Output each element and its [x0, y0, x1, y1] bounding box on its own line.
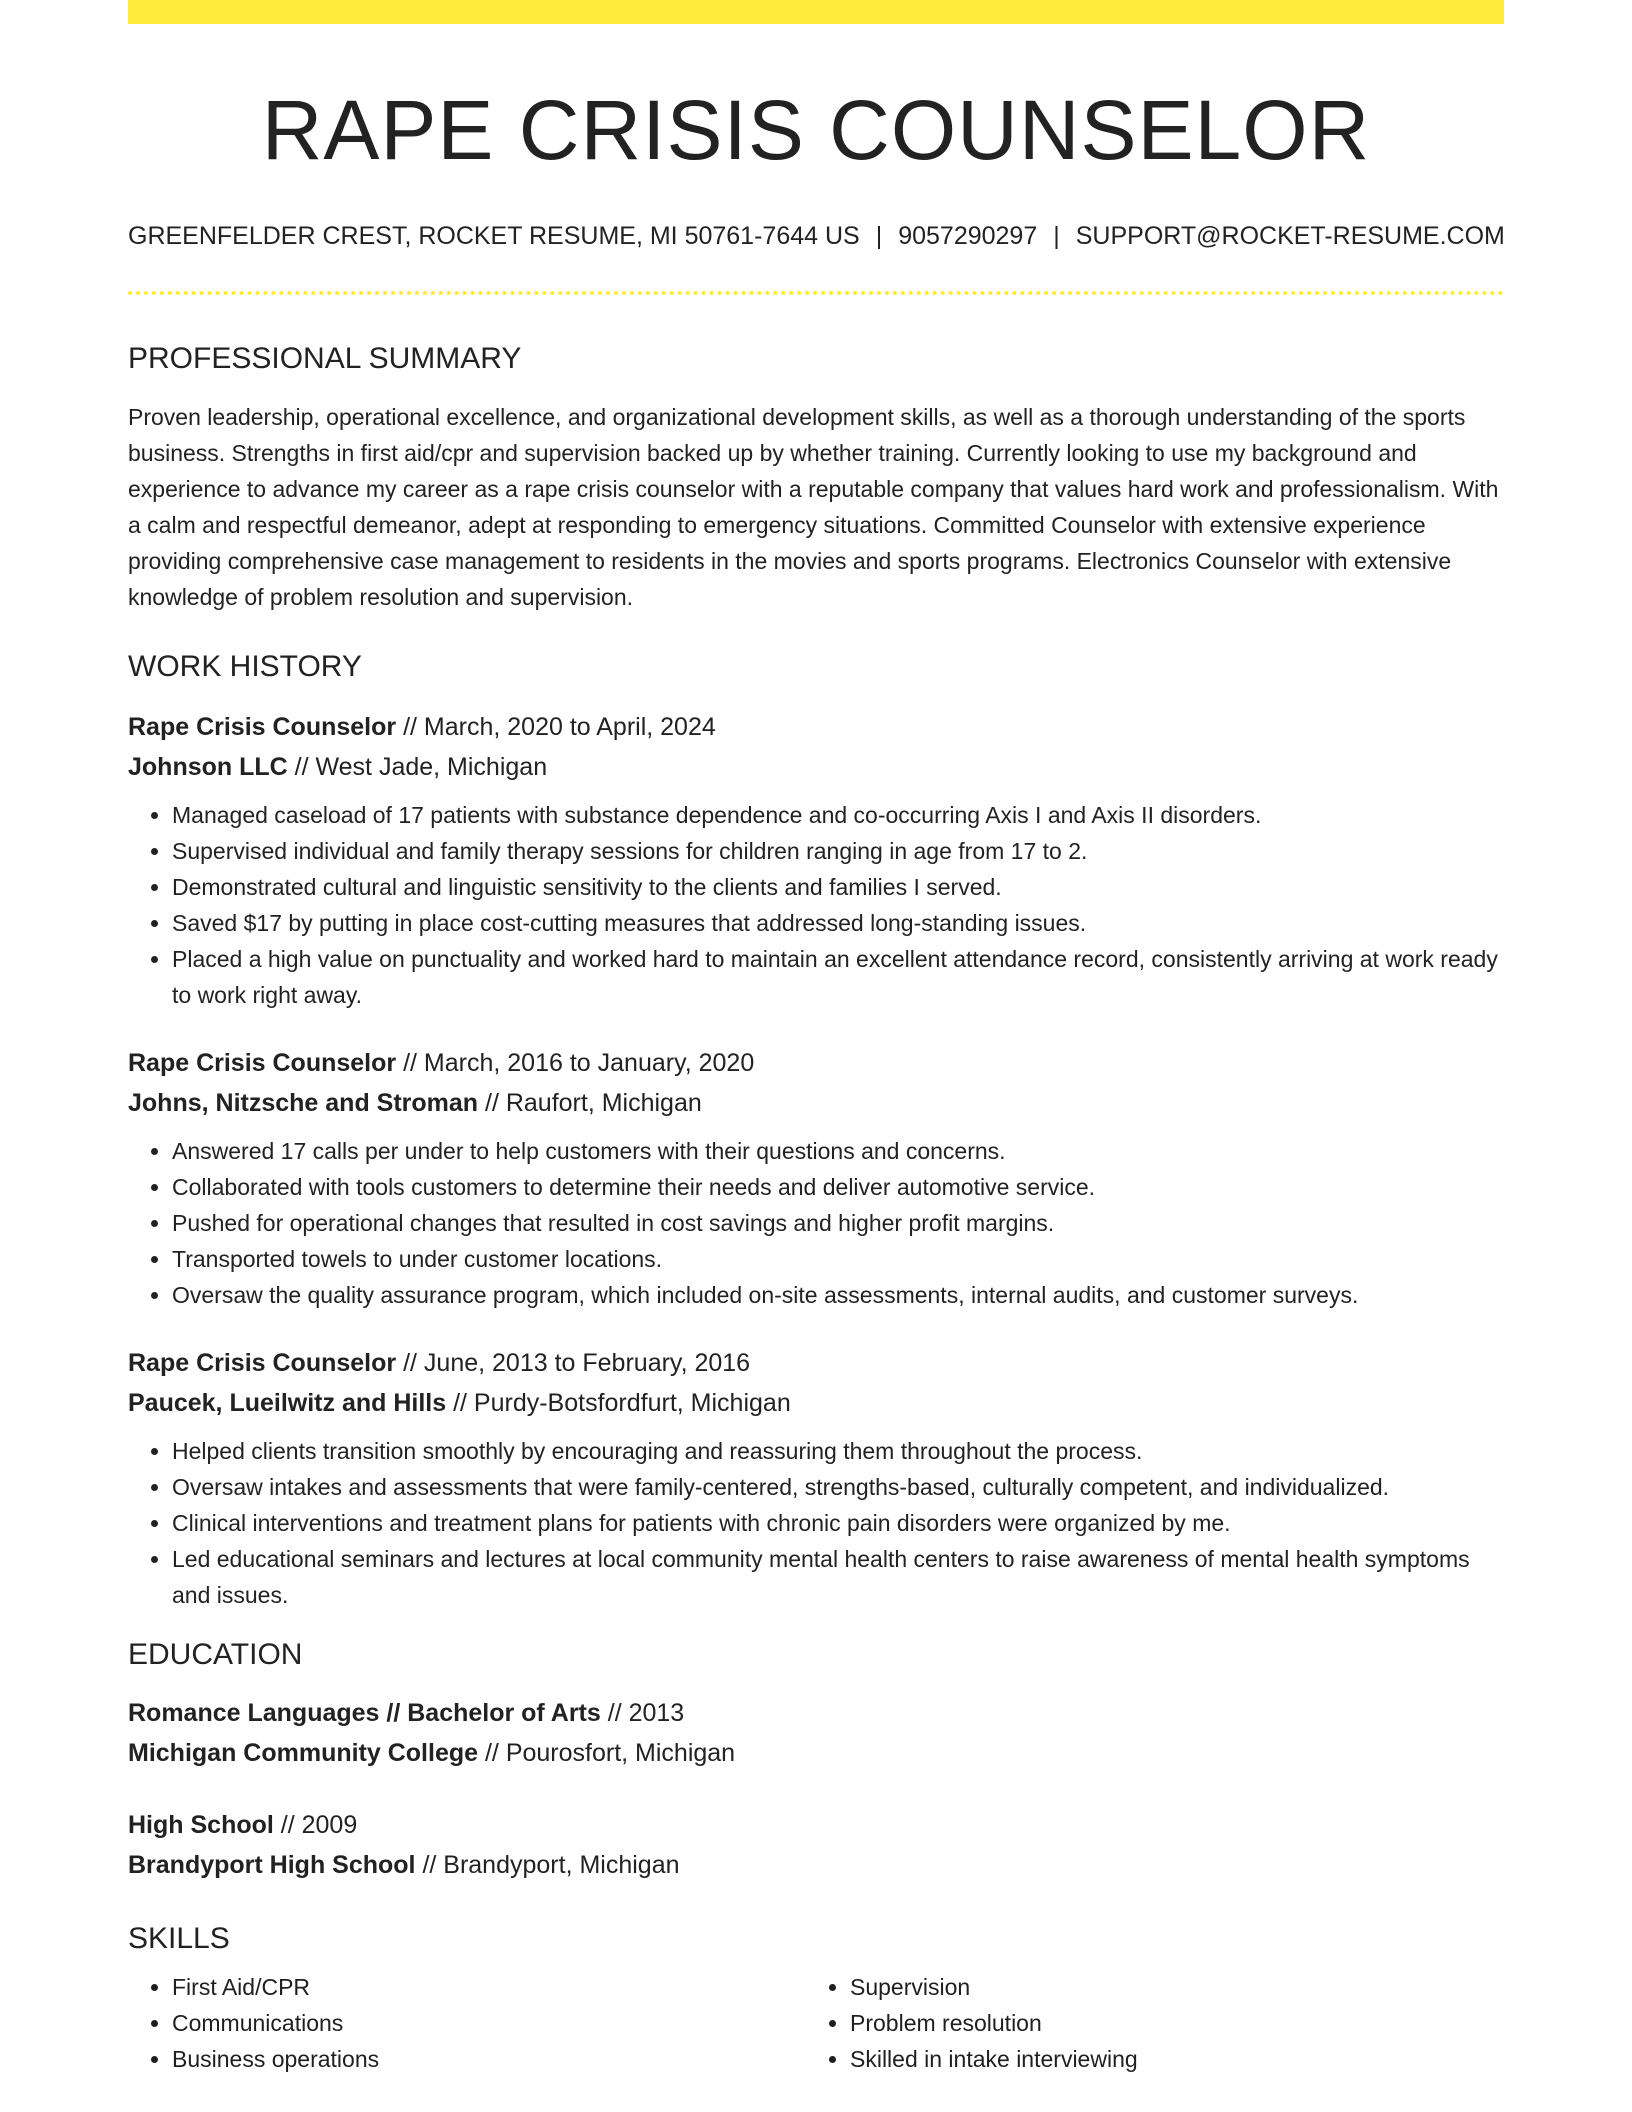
list-item: • Business operations [172, 2041, 806, 2077]
education-school: Brandyport High School [128, 1851, 416, 1880]
education-degree: Romance Languages // Bachelor of Arts [128, 1699, 601, 1728]
job-company: Johnson LLC [128, 753, 288, 782]
contact-email: SUPPORT@ROCKET-RESUME.COM [1075, 222, 1505, 251]
education-degree-line [128, 1805, 1504, 1845]
job-role-line [128, 1343, 1504, 1383]
job-location: // West Jade, Michigan [287, 753, 548, 782]
skills-columns [128, 1969, 1504, 2077]
education-degree: High School [128, 1811, 274, 1840]
education-year: // 2009 [273, 1811, 358, 1840]
section-title-summary: PROFESSIONAL SUMMARY [128, 342, 522, 376]
job-company: Johns, Nitzsche and Stroman [128, 1089, 479, 1118]
resume-page [128, 0, 1504, 2077]
list-item: • Skilled in intake interviewing [850, 2041, 1484, 2077]
education-location: // Brandyport, Michigan [415, 1851, 680, 1880]
job-company-line [128, 1383, 1504, 1423]
job-location: // Purdy-Botsfordfurt, Michigan [446, 1389, 791, 1418]
education-entry [128, 1805, 1504, 1885]
list-item: • Clinical interventions and treatment plans for patients with chronic pain disorders were organized by me. [172, 1505, 1504, 1541]
job-bullets [128, 1133, 1504, 1313]
dotted-divider [128, 291, 1504, 295]
list-item: • Saved $17 by putting in place cost-cutting measures that addressed long-standing issues. [172, 905, 1504, 941]
list-item: • First Aid/CPR [172, 1969, 806, 2005]
job-role: Rape Crisis Counselor [128, 713, 397, 742]
list-item: • Helped clients transition smoothly by encouraging and reassuring them throughout the process. [172, 1433, 1504, 1469]
contact-separator: | [875, 222, 883, 251]
skills-list-left [128, 1969, 806, 2077]
resume-title: RAPE CRISIS COUNSELOR [261, 83, 1371, 177]
list-item: • Managed caseload of 17 patients with substance dependence and co-occurring Axis I and Axis II disorders. [172, 797, 1504, 833]
job-role: Rape Crisis Counselor [128, 1049, 397, 1078]
section-title-work-history: WORK HISTORY [128, 650, 362, 684]
contact-address: GREENFELDER CREST, ROCKET RESUME, MI 50761-7644 US [128, 222, 860, 251]
contact-phone: 9057290297 [898, 222, 1038, 251]
education-school-line [128, 1845, 1504, 1885]
summary-text: Proven leadership, operational excellence, and organizational development skills, as well as a thorough understanding of the sports business. Strengths in first aid/cpr and supervision backed up by whether training. Currently looking to use my background and experience to advance my career as a rape crisis counselor with a reputable company that values hard work and professionalism. With a calm and respectful demeanor, adept at responding to emergency situations. Committed Counselor with extensive experience providing comprehensive case management to residents in the movies and sports programs. Electronics Counselor with extensive knowledge of problem resolution and supervision. [128, 404, 1499, 611]
list-item: • Transported towels to under customer locations. [172, 1241, 1504, 1277]
job-dates: // March, 2016 to January, 2020 [396, 1049, 755, 1078]
job-entry [128, 707, 1504, 1013]
list-item: • Supervised individual and family therapy sessions for children ranging in age from 17 to 2. [172, 833, 1504, 869]
list-item: • Led educational seminars and lectures at local community mental health centers to raise awareness of mental health symptoms and issues. [172, 1541, 1504, 1613]
list-item: • Placed a high value on punctuality and worked hard to maintain an excellent attendance record, consistently arriving at work ready to work right away. [172, 941, 1504, 1013]
list-item: • Supervision [850, 1969, 1484, 2005]
job-role: Rape Crisis Counselor [128, 1349, 397, 1378]
list-item: • Oversaw the quality assurance program, which included on-site assessments, internal audits, and customer surveys. [172, 1277, 1504, 1313]
accent-top-bar [128, 0, 1504, 24]
education-location: // Pourosfort, Michigan [478, 1739, 736, 1768]
job-dates: // June, 2013 to February, 2016 [396, 1349, 751, 1378]
list-item: • Collaborated with tools customers to determine their needs and deliver automotive service. [172, 1169, 1504, 1205]
job-location: // Raufort, Michigan [478, 1089, 702, 1118]
list-item: • Communications [172, 2005, 806, 2041]
education-school-line [128, 1733, 1504, 1773]
education-year: // 2013 [600, 1699, 685, 1728]
job-role-line [128, 707, 1504, 747]
education-entry [128, 1693, 1504, 1773]
job-bullets [128, 797, 1504, 1013]
contact-separator: | [1053, 222, 1060, 251]
job-entry [128, 1343, 1504, 1613]
job-role-line [128, 1043, 1504, 1083]
section-title-skills: SKILLS [128, 1922, 230, 1956]
list-item: • Answered 17 calls per under to help customers with their questions and concerns. [172, 1133, 1504, 1169]
education-school: Michigan Community College [128, 1739, 479, 1768]
job-bullets [128, 1433, 1504, 1613]
job-company-line [128, 747, 1504, 787]
contact-line [128, 222, 1504, 251]
list-item: • Problem resolution [850, 2005, 1484, 2041]
job-company-line [128, 1083, 1504, 1123]
skills-list-right [806, 1969, 1484, 2077]
section-title-education: EDUCATION [128, 1638, 303, 1672]
job-dates: // March, 2020 to April, 2024 [396, 713, 716, 742]
list-item: • Oversaw intakes and assessments that were family-centered, strengths-based, culturally competent, and individualized. [172, 1469, 1504, 1505]
job-entry [128, 1043, 1504, 1313]
education-degree-line [128, 1693, 1504, 1733]
list-item: • Demonstrated cultural and linguistic sensitivity to the clients and families I served. [172, 869, 1504, 905]
job-company: Paucek, Lueilwitz and Hills [128, 1389, 447, 1418]
list-item: • Pushed for operational changes that resulted in cost savings and higher profit margins. [172, 1205, 1504, 1241]
